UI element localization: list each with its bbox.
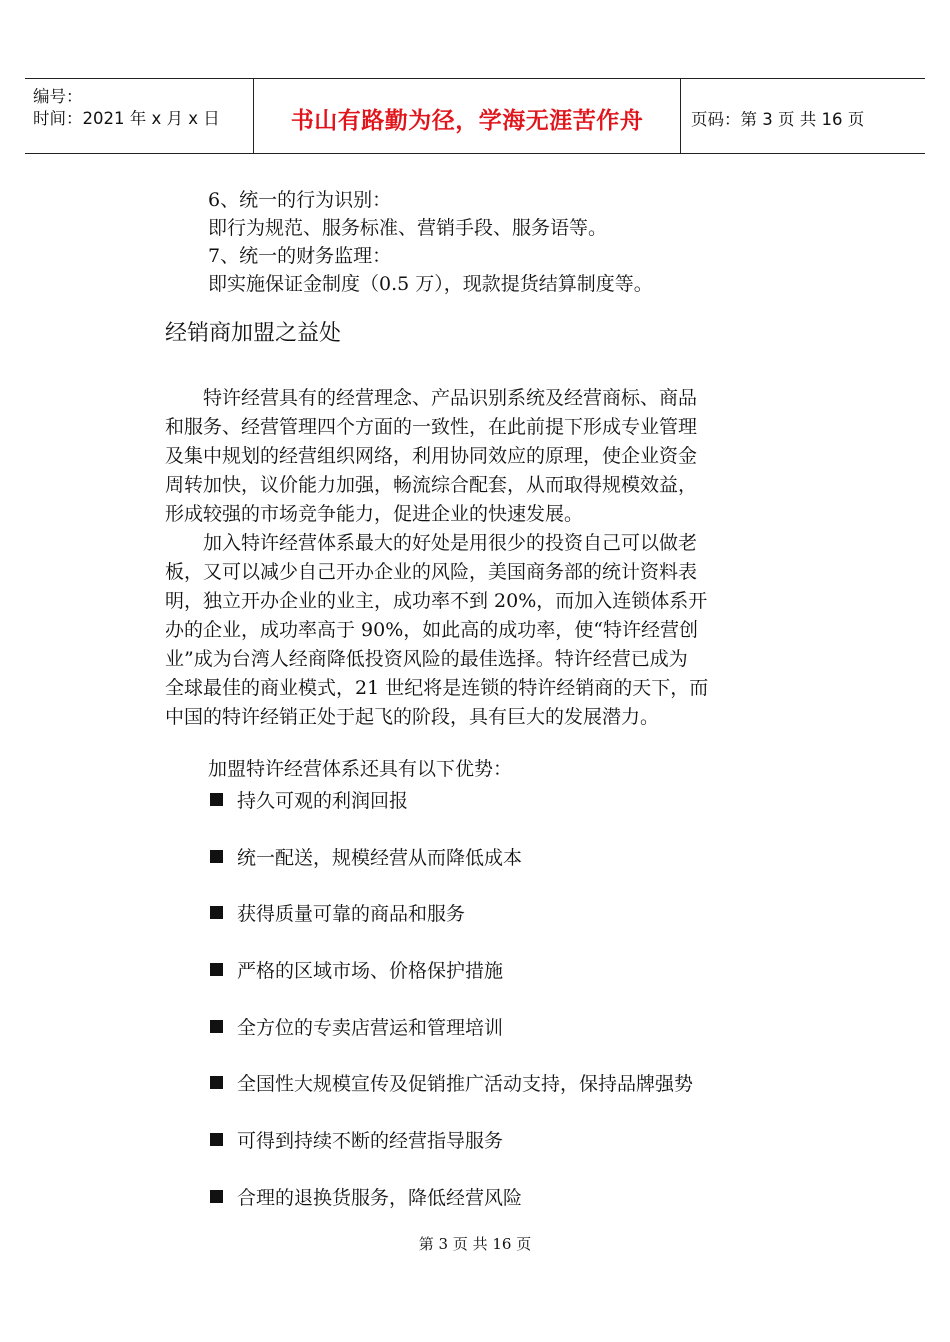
paragraph-line: 和服务、经营管理四个方面的一致性，在此前提下形成专业管理 [165,416,698,438]
list-item-text: 全国性大规模宣传及促销推广活动支持，保持品牌强势 [237,1073,694,1095]
list-item [210,956,503,983]
square-bullet-icon [210,906,223,919]
square-bullet-icon [210,1020,223,1033]
paragraph-line: 及集中规划的经营组织网络，利用协同效应的原理，使企业资金 [165,445,698,467]
paragraph-franchise-advantage [165,529,785,732]
paragraph-benefits [165,384,785,529]
page-footer: 第 3 页 共 16 页 [418,1235,532,1253]
paragraph-line: 全球最佳的商业模式，21 世纪将是连锁的特许经销商的天下，而 [165,677,709,699]
square-bullet-icon [210,1076,223,1089]
header-motto-cell [254,79,681,153]
list-item-text: 获得质量可靠的商品和服务 [237,903,466,925]
item-6-body: 即行为规范、服务标准、营销手段、服务语等。 [208,217,608,239]
list-item [210,1013,503,1040]
list-item-text: 合理的退换货服务，降低经营风险 [237,1187,523,1209]
header-page-number: 页码：第 3 页 共 16 页 [691,110,865,129]
header-motto: 书山有路勤为径，学海无涯苦作舟 [290,108,644,134]
square-bullet-icon [210,793,223,806]
section-heading: 经销商加盟之益处 [165,321,342,346]
paragraph-line: 业”成为台湾人经商降低投资风险的最佳选择。特许经营已成为 [165,648,688,670]
list-item [210,1069,693,1096]
item-7-body: 即实施保证金制度（0.5 万），现款提货结算制度等。 [208,273,653,295]
header-meta-cell [25,79,254,153]
square-bullet-icon [210,1133,223,1146]
paragraph-line: 周转加快，议价能力加强，畅流综合配套，从而取得规模效益， [165,474,698,496]
list-item [210,1183,522,1210]
paragraph-line: 特许经营具有的经营理念、产品识别系统及经营商标、商品 [165,387,698,409]
paragraph-line: 加入特许经营体系最大的好处是用很少的投资自己可以做老 [165,532,698,554]
list-item [210,1126,503,1153]
list-item-text: 全方位的专卖店营运和管理培训 [237,1017,504,1039]
list-item [210,899,465,926]
paragraph-line: 板，又可以减少自己开办企业的风险，美国商务部的统计资料表 [165,561,698,583]
paragraph-line: 办的企业，成功率高于 90%，如此高的成功率，使“特许经营创 [165,619,698,641]
paragraph-line: 中国的特许经销正处于起飞的阶段，具有巨大的发展潜力。 [165,706,660,728]
item-7-title: 7、统一的财务监理： [208,245,392,267]
square-bullet-icon [210,963,223,976]
list-item [210,843,522,870]
document-number-label: 编号： [33,87,83,106]
document-time-label: 时间：2021 年 x 月 x 日 [33,109,220,128]
list-item-text: 统一配送，规模经营从而降低成本 [237,847,523,869]
square-bullet-icon [210,1190,223,1203]
paragraph-line: 明，独立开办企业的业主，成功率不到 20%，而加入连锁体系开 [165,590,708,612]
list-item-text: 严格的区域市场、价格保护措施 [237,960,504,982]
advantages-intro: 加盟特许经营体系还具有以下优势： [208,758,513,780]
paragraph-line: 形成较强的市场竞争能力，促进企业的快速发展。 [165,503,584,525]
document-header [25,78,925,154]
square-bullet-icon [210,850,223,863]
list-item-text: 持久可观的利润回报 [237,790,409,812]
item-6-title: 6、统一的行为识别： [208,189,392,211]
list-item [210,786,408,813]
list-item-text: 可得到持续不断的经营指导服务 [237,1130,504,1152]
header-page-cell [681,79,925,153]
